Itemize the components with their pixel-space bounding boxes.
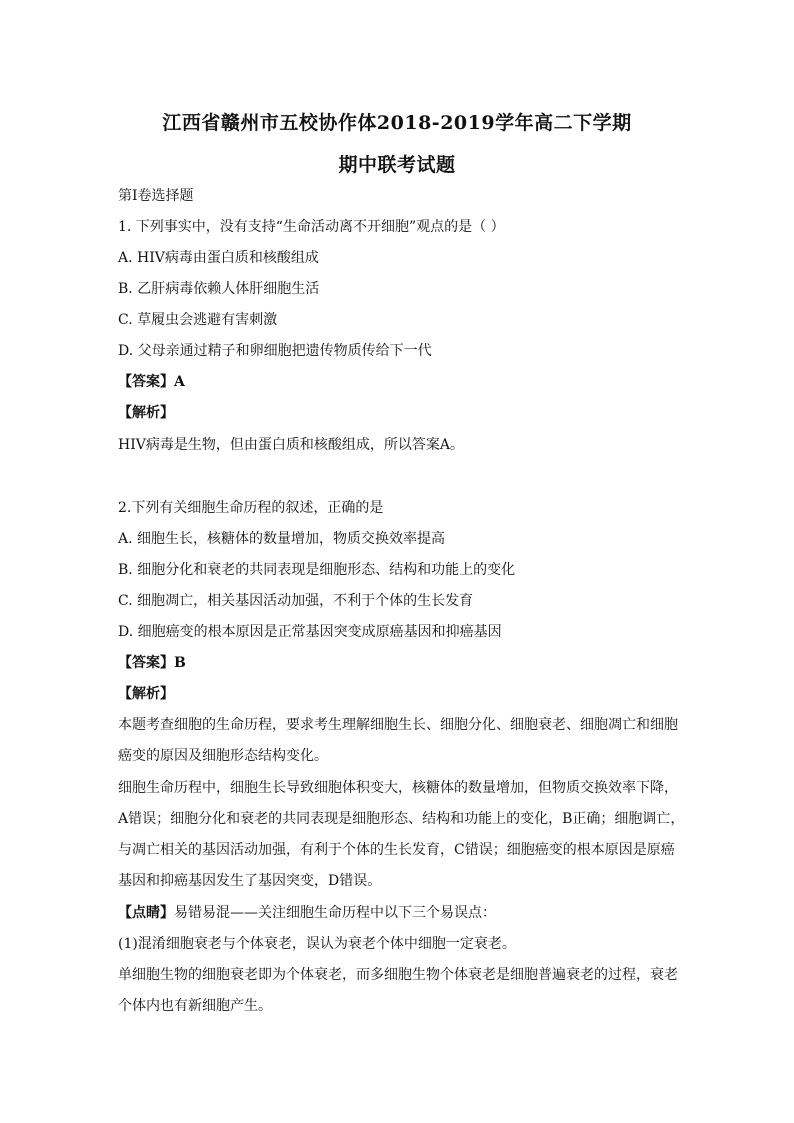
analysis-text: A错误；细胞分化和衰老的共同表现是细胞形态、结构和功能上的变化，B正确；细胞调亡， [118, 811, 685, 827]
tip-text: 易错易混——关注细胞生命历程中以下三个易误点： [174, 905, 496, 921]
tip-label: 【点睛】 [118, 905, 174, 921]
analysis-label: 【解析】 [118, 405, 174, 421]
option-a: A. HIV病毒由蛋白质和核酸组成 [118, 250, 319, 266]
tip-line [118, 903, 496, 923]
analysis-text: 本题考查细胞的生命历程，要求考生理解细胞生长、细胞分化、细胞衰老、细胞凋亡和细胞 [118, 717, 678, 733]
question-stem: 1. 下列事实中，没有支持“生命活动离不开细胞”观点的是（ ） [118, 219, 505, 235]
option-b: B. 乙肝病毒依赖人体肝细胞生活 [118, 281, 320, 297]
option-c: C. 草履虫会逃避有害刺激 [118, 312, 278, 328]
answer-label: 【答案】B [118, 655, 186, 671]
analysis-text: HIV病毒是生物，但由蛋白质和核酸组成，所以答案A。 [118, 437, 464, 453]
option-c: C. 细胞凋亡，相关基因活动加强，不利于个体的生长发育 [118, 593, 474, 609]
option-d: D. 细胞癌变的根本原因是正常基因突变成原癌基因和抑癌基因 [118, 624, 502, 640]
analysis-text: 基因和抑癌基因发生了基因突变，D错误。 [118, 873, 382, 889]
question-stem: 2.下列有关细胞生命历程的叙述，正确的是 [118, 500, 384, 516]
option-d: D. 父母亲通过精子和卵细胞把遗传物质传给下一代 [118, 343, 432, 359]
document-title-line1: 江西省赣州市五校协作体2018-2019学年高二下学期 [162, 112, 632, 134]
tip-point: 个体内也有新细胞产生。 [118, 998, 272, 1014]
analysis-text: 癌变的原因及细胞形态结构变化。 [118, 748, 328, 764]
answer-label: 【答案】A [118, 374, 185, 390]
section-label: 第Ⅰ卷选择题 [118, 188, 194, 204]
tip-point: 单细胞生物的细胞衰老即为个体衰老，而多细胞生物个体衰老是细胞普遍衰老的过程，衰老 [118, 967, 678, 983]
analysis-text: 与凋亡相关的基因活动加强，有利于个体的生长发育，C错误；细胞癌变的根本原因是原癌 [118, 842, 675, 858]
option-b: B. 细胞分化和衰老的共同表现是细胞形态、结构和功能上的变化 [118, 562, 516, 578]
tip-point: (1)混淆细胞衰老与个体衰老，误认为衰老个体中细胞一定衰老。 [118, 936, 516, 952]
option-a: A. 细胞生长，核糖体的数量增加，物质交换效率提高 [118, 531, 446, 547]
document-title-line2: 期中联考试题 [338, 154, 456, 176]
analysis-text: 细胞生命历程中，细胞生长导致细胞体积变大，核糖体的数量增加，但物质交换效率下降， [118, 780, 678, 796]
analysis-label: 【解析】 [118, 686, 174, 702]
